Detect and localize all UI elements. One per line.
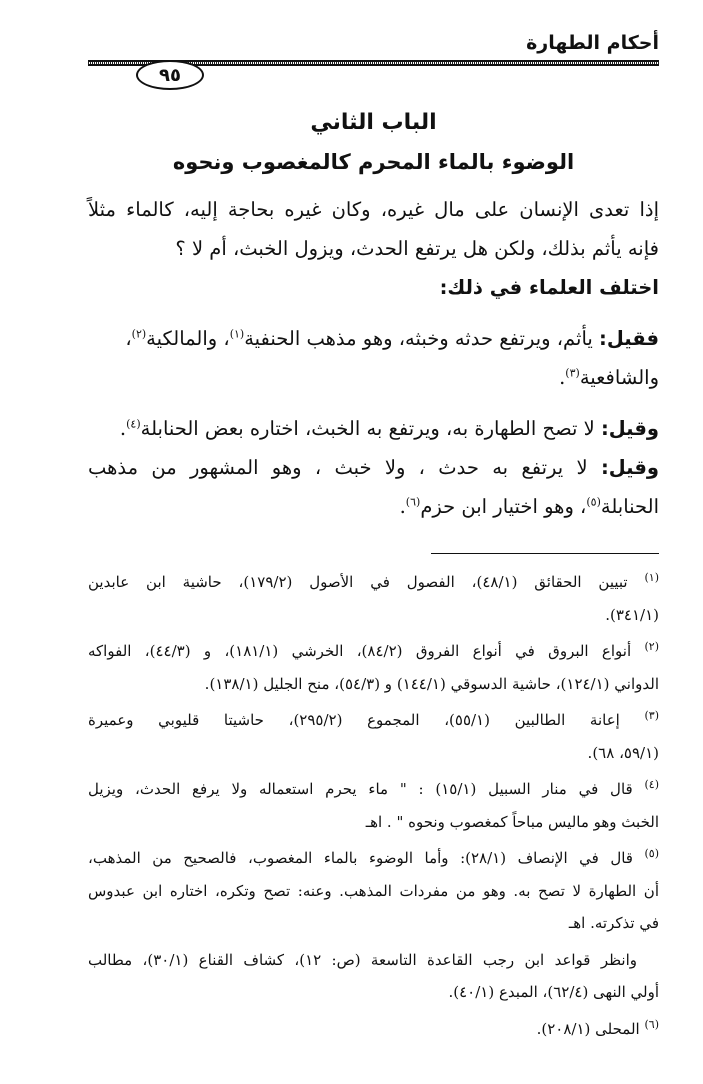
footnote-marker: (٤)	[644, 778, 659, 791]
opinion-3-continued	[88, 487, 659, 526]
opinion-text: لا يرتفع به حدث ، ولا خبث ، وهو المشهور من مذهب	[88, 456, 601, 479]
footnote-1	[88, 566, 659, 599]
footnote-text: قال في الإنصاف (٢٨/١): وأما الوضوء بالماء المغصوب، فالصحيح من المذهب،	[88, 849, 645, 867]
footnote-text: تبيين الحقائق (٤٨/١)، الفصول في الأصول (١٧٩/٢)، حاشية ابن عابدين	[88, 573, 645, 591]
footnote-ref[interactable]: (٥)	[586, 495, 601, 509]
footnote-6	[88, 1013, 659, 1046]
footnote-1-continued: (٣٤١/١).	[605, 605, 659, 624]
opinion-2	[88, 409, 659, 448]
footnote-text: إعانة الطالبين (٥٥/١)، المجموع (٢٩٥/٢)، حاشيتا قليوبي وعميرة	[88, 711, 645, 729]
footnote-4	[88, 773, 659, 806]
footnote-ref[interactable]: (٤)	[126, 417, 141, 431]
footnote-5-see-also-continued: أولي النهى (٦٢/٤)، المبدع (٤٠/١).	[448, 983, 659, 1001]
running-title: أحكام الطهارة	[526, 32, 659, 54]
footnote-3-continued: (٥٩/١، ٦٨).	[587, 743, 659, 762]
footnotes	[88, 566, 659, 1045]
footnote-text: المحلى (٢٠٨/١).	[536, 1019, 645, 1038]
opinion-text: الحنابلة	[600, 495, 659, 518]
opinion-3	[88, 448, 659, 487]
opinion-text: .	[119, 417, 127, 440]
opinion-text: لا تصح الطهارة به، ويرتفع به الخبث، اختاره بعض الحنابلة	[140, 417, 601, 440]
footnote-3	[88, 704, 659, 737]
intro-line: إذا تعدى الإنسان على مال غيره، وكان غيره بحاجة إليه، كالماء مثلاً	[88, 198, 659, 221]
footnote-separator	[431, 553, 659, 554]
intro-line: فإنه يأثم بذلك، ولكن هل يرتفع الحدث، ويزول الخبث، أم لا ؟	[175, 237, 659, 260]
footnote-text: قال في منار السبيل (١٥/١) : " ماء يحرم استعماله ولا يرفع الحدث، ويزيل	[88, 780, 645, 798]
footnote-5-see-also: وانظر قواعد ابن رجب القاعدة التاسعة (ص: ١٢)، كشاف القناع (٣٠/١)، مطالب	[88, 950, 637, 969]
opinion-text: والشافعية	[579, 366, 659, 389]
body-text	[88, 190, 659, 526]
footnote-marker: (٥)	[644, 847, 659, 860]
footnote-5	[88, 842, 659, 875]
opinion-1-continued	[88, 358, 659, 397]
chapter-subtitle: الوضوء بالماء المحرم كالمغصوب ونحوه	[172, 150, 575, 174]
opinion-label: فقيل:	[599, 327, 659, 350]
footnote-marker: (١)	[644, 571, 659, 584]
footnote-2	[88, 635, 659, 668]
opinion-label: وقيل:	[600, 456, 659, 479]
opinion-label: وقيل:	[600, 417, 659, 440]
opinion-text: ، وهو اختيار ابن حزم	[420, 495, 587, 518]
footnote-marker: (٦)	[644, 1017, 659, 1031]
opinion-text: يأثم، ويرتفع حدثه وخبثه، وهو مذهب الحنفية	[244, 327, 600, 350]
footnote-ref[interactable]: (٦)	[405, 495, 421, 509]
chapter-title: الباب الثاني	[310, 110, 437, 135]
opinion-text: ، والمالكية	[146, 327, 230, 350]
opinion-text: .	[399, 495, 406, 518]
footnote-2-continued: الدواني (١٢٤/١)، حاشية الدسوقي (١٤٤/١) و (٥٤/٣)، منح الجليل (١٣٨/١).	[204, 674, 659, 693]
footnote-ref[interactable]: (٣)	[565, 366, 580, 380]
opinion-text: ،	[125, 327, 132, 350]
footnote-5-continued: في تذكرته. اهـ	[568, 914, 659, 932]
section-heading: اختلف العلماء في ذلك:	[439, 276, 659, 299]
footnote-ref[interactable]: (٢)	[131, 327, 147, 341]
footnote-4-continued: الخبث وهو ماليس مباحاً كمغصوب ونحوه " . اهـ	[365, 812, 659, 831]
footnote-ref[interactable]: (١)	[229, 327, 245, 341]
footnote-text: أنواع البروق في أنواع الفروق (٨٤/٢)، الخرشي (١٨١/١)، و (٤٤/٣)، الفواكه	[88, 642, 645, 660]
footnote-marker: (٢)	[644, 640, 659, 653]
page-number: ٩٥	[136, 60, 204, 90]
footnote-5-continued: أن الطهارة لا تصح به. وهو من مفردات المذهب. وعنه: تصح وتكره، اختاره ابن عبدوس	[88, 881, 659, 900]
opinion-1	[88, 319, 659, 358]
opinion-text: .	[559, 366, 566, 389]
page-header	[88, 30, 659, 60]
footnote-marker: (٣)	[644, 709, 659, 722]
